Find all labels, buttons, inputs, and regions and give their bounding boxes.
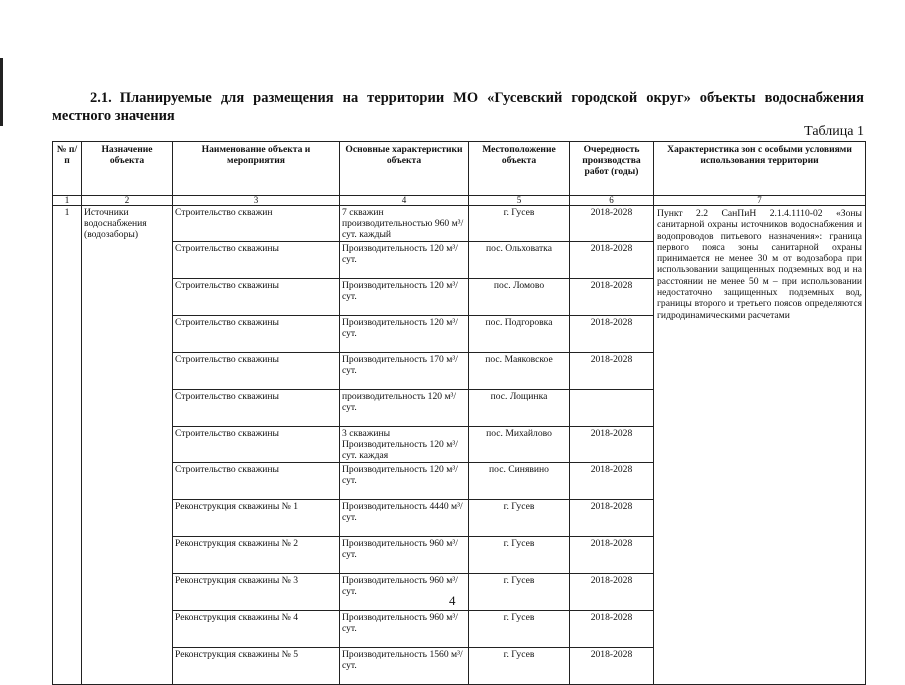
section-title: Планируемые для размещения на территории МО «Гусевский городской округ» объекты водоснабжения местного значения	[52, 90, 864, 124]
column-number: 5	[469, 196, 570, 206]
characteristics-cell: Производительность 960 м³/сут.	[340, 537, 469, 574]
column-number-row	[53, 196, 866, 206]
header-cell: Очередность производства работ (годы)	[570, 142, 654, 196]
characteristics-cell: 7 скважин производительностью 960 м³/сут. каждый	[340, 206, 469, 242]
object-name-cell: Строительство скважины	[173, 353, 340, 390]
section-number: 2.1.	[90, 90, 112, 106]
location-cell: пос. Лощинка	[469, 390, 570, 427]
object-name-cell: Реконструкция скважины № 3	[173, 574, 340, 611]
column-number: 4	[340, 196, 469, 206]
location-cell: г. Гусев	[469, 648, 570, 685]
object-name-cell: Строительство скважины	[173, 242, 340, 279]
period-cell: 2018-2028	[570, 353, 654, 390]
period-cell: 2018-2028	[570, 574, 654, 611]
object-name-cell: Строительство скважин	[173, 206, 340, 242]
requirements-cell: Пункт 2.2 СанПиН 2.1.4.1110-02 «Зоны санитарной охраны источников водоснабжения и водопроводов питьевого назначения»: граница первого пояса зоны санитарной охраны принимается не менее 30 м от водозабора при использовании защищенных подземных вод и на расстоянии не менее 50 м – при использовании недостаточно защищенных подземных вод, границы второго и третьего поясов определяются гидродинамическими расчетами	[654, 206, 866, 685]
header-cell: Назначение объекта	[82, 142, 173, 196]
column-number: 2	[82, 196, 173, 206]
column-number: 6	[570, 196, 654, 206]
characteristics-cell: Производительность 4440 м³/сут.	[340, 500, 469, 537]
period-cell: 2018-2028	[570, 279, 654, 316]
object-name-cell: Реконструкция скважины № 5	[173, 648, 340, 685]
header-cell: Характеристика зон с особыми условиями использования территории	[654, 142, 866, 196]
column-number: 3	[173, 196, 340, 206]
section-heading	[52, 89, 864, 125]
scan-edge-mark	[0, 58, 3, 126]
location-cell: г. Гусев	[469, 611, 570, 648]
period-cell: 2018-2028	[570, 463, 654, 500]
location-cell: г. Гусев	[469, 537, 570, 574]
object-name-cell: Строительство скважины	[173, 316, 340, 353]
table-caption: Таблица 1	[804, 124, 864, 139]
object-name-cell: Строительство скважины	[173, 463, 340, 500]
location-cell: пос. Михайлово	[469, 427, 570, 463]
period-cell: 2018-2028	[570, 500, 654, 537]
header-row	[53, 142, 866, 196]
location-cell: г. Гусев	[469, 500, 570, 537]
period-cell: 2018-2028	[570, 242, 654, 279]
object-name-cell: Реконструкция скважины № 4	[173, 611, 340, 648]
header-cell: № п/п	[53, 142, 82, 196]
column-number: 7	[654, 196, 866, 206]
location-cell: пос. Подгоровка	[469, 316, 570, 353]
object-name-cell: Строительство скважины	[173, 279, 340, 316]
period-cell: 2018-2028	[570, 611, 654, 648]
purpose-cell: Источники водоснабжения (водозаборы)	[82, 206, 173, 685]
header-cell: Местоположение объекта	[469, 142, 570, 196]
object-name-cell: Строительство скважины	[173, 390, 340, 427]
column-number: 1	[53, 196, 82, 206]
period-cell	[570, 390, 654, 427]
location-cell: пос. Маяковское	[469, 353, 570, 390]
characteristics-cell: Производительность 960 м³/сут.	[340, 574, 469, 611]
characteristics-cell: Производительность 960 м³/сут.	[340, 611, 469, 648]
period-cell: 2018-2028	[570, 537, 654, 574]
object-name-cell: Реконструкция скважины № 2	[173, 537, 340, 574]
characteristics-cell: 3 скважины Производительность 120 м³/сут. каждая	[340, 427, 469, 463]
characteristics-cell: Производительность 120 м³/сут.	[340, 279, 469, 316]
characteristics-cell: Производительность 120 м³/сут.	[340, 316, 469, 353]
row-number-cell: 1	[53, 206, 82, 685]
water-supply-table	[52, 141, 866, 685]
characteristics-cell: производительность 120 м³/сут.	[340, 390, 469, 427]
period-cell: 2018-2028	[570, 316, 654, 353]
characteristics-cell: Производительность 120 м³/сут.	[340, 242, 469, 279]
location-cell: пос. Ломово	[469, 279, 570, 316]
page-number: 4	[449, 593, 456, 608]
table-row	[53, 206, 866, 242]
location-cell: г. Гусев	[469, 574, 570, 611]
location-cell: г. Гусев	[469, 206, 570, 242]
period-cell: 2018-2028	[570, 648, 654, 685]
characteristics-cell: Производительность 170 м³/сут.	[340, 353, 469, 390]
header-cell: Наименование объекта и мероприятия	[173, 142, 340, 196]
object-name-cell: Строительство скважины	[173, 427, 340, 463]
header-cell: Основные характеристики объекта	[340, 142, 469, 196]
period-cell: 2018-2028	[570, 427, 654, 463]
period-cell: 2018-2028	[570, 206, 654, 242]
characteristics-cell: Производительность 1560 м³/сут.	[340, 648, 469, 685]
characteristics-cell: Производительность 120 м³/сут.	[340, 463, 469, 500]
location-cell: пос. Синявино	[469, 463, 570, 500]
object-name-cell: Реконструкция скважины № 1	[173, 500, 340, 537]
location-cell: пос. Ольховатка	[469, 242, 570, 279]
